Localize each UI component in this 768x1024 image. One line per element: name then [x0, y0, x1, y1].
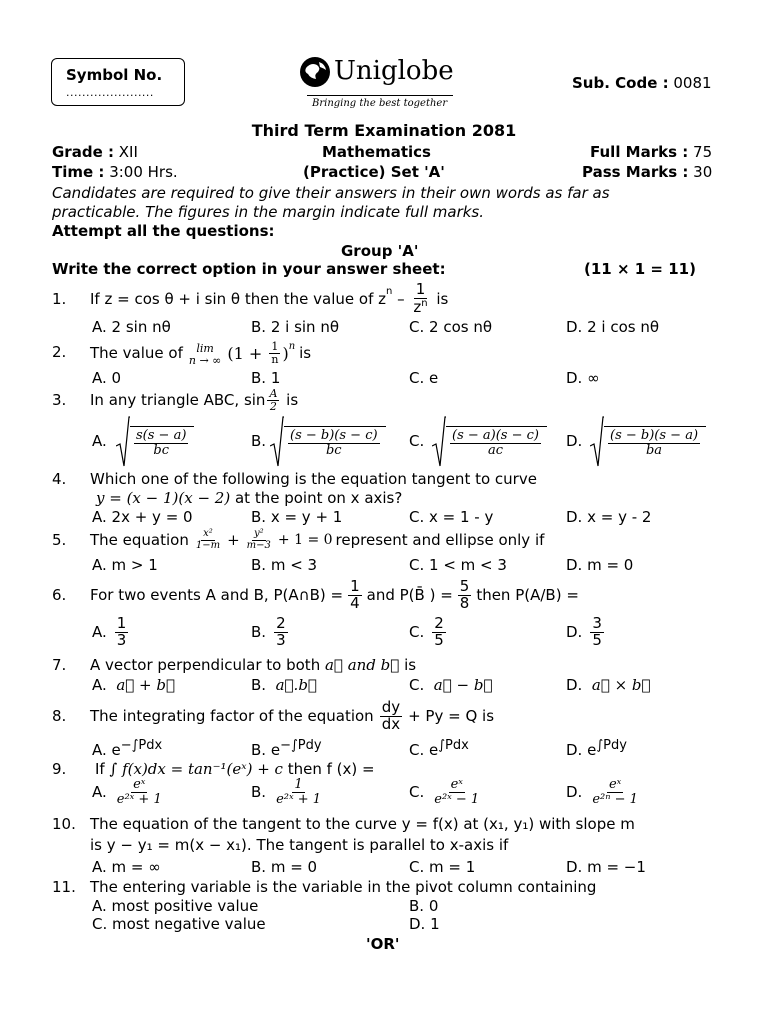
q3-option-b-label: B.	[251, 432, 267, 450]
q4-line-2-text: at the point on x axis?	[230, 489, 403, 507]
q1-text: If z = cos θ + i sin θ then the value of z	[90, 290, 386, 308]
q2-option-d: D. ∞	[566, 369, 600, 387]
q8-fraction	[380, 697, 402, 733]
q6-f1-den: 4	[350, 593, 360, 612]
q7-post: is	[404, 656, 417, 674]
q9-option-a	[92, 778, 166, 806]
attempt-all: Attempt all the questions:	[52, 222, 275, 240]
q8-frac-num: dy	[381, 697, 401, 716]
q5-frac-1	[194, 529, 222, 551]
q2-option-b: B. 1	[251, 369, 281, 387]
q5-plus: +	[227, 531, 240, 549]
q10-line-1: The equation of the tangent to the curve y = f(x) at (x₁, y₁) with slope m	[90, 815, 635, 833]
q3-frac-den: 2	[269, 399, 277, 413]
q3-number: 3.	[52, 391, 67, 409]
q2-frac-num: 1	[271, 339, 279, 353]
q2-text: The value of	[90, 344, 183, 362]
q11-line-1: The entering variable is the variable in the pivot column containing	[90, 878, 597, 896]
q2-limit	[189, 343, 221, 366]
q10-option-b: B. m = 0	[251, 858, 318, 876]
q5-option-b: B. m < 3	[251, 556, 318, 574]
q2-option-a: A. 0	[92, 369, 122, 387]
q1-option-a: A. 2 sin nθ	[92, 318, 171, 336]
q11-option-a: A. most positive value	[92, 897, 259, 915]
q5-stem	[90, 524, 544, 556]
q4-option-b: B. x = y + 1	[251, 508, 343, 526]
q7-option-c	[409, 676, 492, 694]
q10-line-2: is y − y₁ = m(x − x₁). The tangent is parallel to x-axis if	[90, 836, 509, 854]
q8-d-label: D. e	[566, 741, 597, 759]
q2-frac-den: n	[271, 352, 279, 366]
symbol-label: Symbol No.	[66, 66, 163, 84]
q9-c-num: eˣ	[450, 777, 463, 792]
q10-option-a: A. m = ∞	[92, 858, 161, 876]
q4-line-1: Which one of the following is the equation tangent to curve	[90, 470, 537, 488]
q8-stem	[90, 697, 494, 735]
q9-equation: ∫ f(x)dx = tan⁻¹(eˣ) + c	[109, 760, 283, 778]
q6-a-label: A.	[92, 623, 107, 642]
q10-option-c: C. m = 1	[409, 858, 476, 876]
q9-c-label: C.	[409, 783, 425, 802]
q7-b-label: B.	[251, 676, 267, 694]
q6-a-den: 3	[116, 630, 127, 649]
instructions-line-1: Candidates are required to give their answers in their own words as far as	[52, 184, 610, 202]
q2-expression	[227, 341, 295, 365]
q3-d-num: (s − b)(s − a)	[610, 428, 699, 444]
q3-option-b	[270, 416, 386, 468]
q9-b-label: B.	[251, 783, 267, 802]
q9-d-den: e²ⁿ − 1	[592, 791, 638, 807]
q8-c-sup: ∫Pdx	[438, 738, 469, 753]
q8-b-label: B. e	[251, 741, 281, 759]
pass-marks-value: 30	[693, 163, 713, 181]
q3-fraction	[267, 388, 279, 412]
q5-number: 5.	[52, 531, 67, 549]
q8-text: The integrating factor of the equation	[90, 707, 374, 725]
q9-a-label: A.	[92, 783, 107, 802]
q9-d-num: eˣ	[608, 777, 622, 792]
q10-number: 10.	[52, 815, 76, 833]
q6-a-num: 1	[116, 614, 127, 632]
q6-c-num: 2	[434, 614, 444, 632]
pass-marks	[582, 163, 712, 181]
q2-close: )	[282, 343, 289, 363]
q2-stem	[90, 336, 311, 370]
tagline: Bringing the best together	[312, 98, 448, 109]
q7-option-b	[251, 676, 317, 694]
q11-option-c: C. most negative value	[92, 915, 266, 933]
q7-option-d	[566, 676, 651, 694]
q1-post: is	[431, 290, 449, 308]
q9-b-den: e²ˣ + 1	[276, 791, 322, 807]
q9-a-den: e²ˣ + 1	[116, 791, 162, 807]
q1-frac-num: 1	[415, 280, 426, 299]
logo-text: Uniglobe	[334, 56, 454, 86]
time	[52, 163, 178, 181]
q1-sup: n	[386, 286, 393, 297]
q2-lim: lim	[196, 342, 214, 356]
q6-post: then P(A/B) =	[476, 586, 579, 604]
q8-a-label: A. e	[92, 741, 121, 759]
pass-marks-label: Pass Marks :	[582, 163, 689, 181]
q1-stem	[90, 282, 448, 316]
q3-option-d	[590, 416, 706, 468]
q3-text: In any triangle ABC, sin	[90, 391, 266, 409]
q5-option-d: D. m = 0	[566, 556, 634, 574]
q3-d-den: ba	[645, 443, 663, 458]
q2-sup: n	[288, 340, 296, 352]
q7-a-value: a⃗ + b⃗	[116, 676, 175, 694]
q10-option-d: D. m = −1	[566, 858, 646, 876]
q6-d-label: D.	[566, 623, 583, 642]
q6-stem	[90, 575, 579, 615]
q1-option-c: C. 2 cos nθ	[409, 318, 493, 336]
q6-mid: and P(B̄ ) =	[366, 586, 453, 604]
q6-b-label: B.	[251, 623, 267, 642]
q4-option-d: D. x = y - 2	[566, 508, 652, 526]
q3-a-num: s(s − a)	[136, 428, 187, 444]
q11-option-d: D. 1	[409, 915, 440, 933]
q6-frac-1	[348, 576, 362, 612]
q6-option-c	[409, 616, 448, 649]
q6-d-den: 5	[592, 630, 602, 649]
logo-rule	[307, 95, 453, 96]
q8-a-sup: −∫Pdx	[120, 738, 163, 753]
q6-option-b	[251, 616, 290, 649]
q8-post: + Py = Q is	[408, 707, 495, 725]
q3-option-a	[116, 416, 194, 468]
q9-a-num: eˣ	[133, 777, 146, 792]
q6-c-label: C.	[409, 623, 425, 642]
grade-label: Grade :	[52, 143, 114, 161]
q3-option-c	[432, 416, 547, 468]
q6-f2-num: 5	[459, 576, 470, 595]
q7-d-value: a⃗ × b⃗	[591, 676, 651, 694]
group-title: Group 'A'	[341, 242, 419, 260]
q7-d-label: D.	[566, 676, 583, 694]
q7-vectors: a⃗ and b⃗	[324, 656, 400, 674]
q8-option-a	[92, 738, 162, 759]
q5-f1-num: x²	[203, 528, 213, 539]
q6-option-d	[566, 616, 606, 649]
q7-text: A vector perpendicular to both	[90, 656, 321, 674]
q11-option-b: B. 0	[409, 897, 439, 915]
q5-text: The equation	[90, 531, 189, 549]
q9-c-den: e²ˣ − 1	[434, 791, 480, 807]
q5-f1-den: 1−m	[195, 539, 221, 551]
q3-option-c-label: C.	[409, 432, 425, 450]
q3-b-den: bc	[325, 443, 342, 458]
q3-c-num: (s − a)(s − c)	[452, 428, 539, 444]
q2-expr: (1 +	[227, 343, 268, 363]
group-marks: (11 × 1 = 11)	[584, 260, 696, 278]
q6-text: For two events A and B, P(A∩B) =	[90, 586, 344, 604]
q5-rest: + 1 = 0	[277, 532, 333, 548]
time-label: Time :	[52, 163, 105, 181]
q5-post: represent and ellipse only if	[335, 531, 545, 549]
instructions-line-2: practicable. The figures in the margin indicate full marks.	[52, 203, 485, 221]
q4-option-c: C. x = 1 - y	[409, 508, 494, 526]
q3-a-den: bc	[153, 443, 169, 458]
sub-code	[572, 74, 712, 92]
q4-line-2	[96, 489, 402, 507]
q2-lim-sub: n → ∞	[188, 354, 222, 367]
q6-b-num: 2	[276, 614, 286, 632]
q1-minus: –	[392, 290, 410, 308]
q4-option-a: A. 2x + y = 0	[92, 508, 193, 526]
q3-c-den: ac	[487, 443, 503, 458]
q7-stem	[90, 656, 416, 674]
q5-option-a: A. m > 1	[92, 556, 158, 574]
q1-frac-den-sup: n	[421, 298, 428, 309]
q8-option-d	[566, 738, 627, 759]
q1-frac-den: z	[413, 298, 422, 316]
q7-c-value: a⃗ − b⃗	[433, 676, 493, 694]
q3-option-d-label: D.	[566, 432, 583, 450]
q5-f2-den: m−3	[246, 539, 271, 551]
q6-frac-2	[458, 576, 472, 612]
q1-number: 1.	[52, 290, 67, 308]
q6-f1-num: 1	[350, 576, 360, 595]
q9-post: then f (x) =	[287, 760, 375, 778]
q7-b-value: a⃗.b⃗	[275, 676, 317, 694]
q3-post: is	[281, 391, 299, 409]
q8-option-b	[251, 738, 322, 759]
subject: Mathematics	[322, 143, 431, 161]
full-marks	[590, 143, 712, 161]
q1-option-b: B. 2 i sin nθ	[251, 318, 340, 336]
q2-fraction	[269, 341, 280, 365]
q4-equation: y = (x − 1)(x − 2)	[96, 489, 231, 507]
q9-option-c	[409, 778, 483, 806]
q1-option-d: D. 2 i cos nθ	[566, 318, 660, 336]
full-marks-label: Full Marks :	[590, 143, 689, 161]
q7-a-label: A.	[92, 676, 107, 694]
q6-d-num: 3	[592, 614, 602, 632]
grade-value: XII	[118, 143, 138, 161]
q8-frac-den: dx	[381, 714, 401, 733]
sub-code-value: 0081	[673, 74, 712, 92]
q5-frac-2	[245, 529, 273, 551]
or-separator: 'OR'	[366, 935, 400, 953]
q3-stem	[90, 386, 298, 414]
q2-option-c: C. e	[409, 369, 439, 387]
q6-c-den: 5	[434, 630, 444, 649]
q3-b-num: (s − b)(s − c)	[290, 428, 378, 444]
q8-option-c	[409, 738, 469, 759]
q8-number: 8.	[52, 707, 67, 725]
q2-number: 2.	[52, 343, 67, 361]
group-instruction: Write the correct option in your answer sheet:	[52, 260, 446, 278]
q8-c-label: C. e	[409, 741, 439, 759]
q9-text: If	[95, 760, 105, 778]
sub-code-label: Sub. Code :	[572, 74, 669, 92]
q9-d-label: D.	[566, 783, 583, 802]
time-value: 3:00 Hrs.	[109, 163, 178, 181]
q9-stem	[95, 760, 375, 778]
q7-c-label: C.	[409, 676, 425, 694]
full-marks-value: 75	[693, 143, 713, 161]
q1-fraction	[411, 282, 429, 316]
q9-number: 9.	[52, 760, 67, 778]
q11-number: 11.	[52, 878, 76, 896]
uniglobe-logo-icon	[297, 54, 333, 94]
q9-option-d	[566, 778, 642, 806]
symbol-dots: ......................	[66, 86, 154, 99]
q5-option-c: C. 1 < m < 3	[409, 556, 507, 574]
q2-post: is	[299, 344, 312, 362]
q9-b-num: 1	[294, 777, 303, 792]
q6-f2-den: 8	[459, 593, 470, 612]
grade	[52, 143, 138, 161]
q6-number: 6.	[52, 586, 67, 604]
q4-number: 4.	[52, 470, 67, 488]
q7-option-a	[92, 676, 175, 694]
q6-b-den: 3	[276, 630, 286, 649]
q5-f2-num: y²	[253, 528, 264, 539]
exam-title: Third Term Examination 2081	[251, 121, 517, 140]
q9-option-b	[251, 778, 325, 806]
q8-d-sup: ∫Pdy	[596, 738, 627, 753]
q3-frac-num: A	[269, 386, 278, 400]
set-label: (Practice) Set 'A'	[303, 163, 445, 181]
q7-number: 7.	[52, 656, 67, 674]
q6-option-a	[92, 616, 130, 649]
q8-b-sup: −∫Pdy	[280, 738, 322, 753]
q3-option-a-label: A.	[92, 432, 107, 450]
